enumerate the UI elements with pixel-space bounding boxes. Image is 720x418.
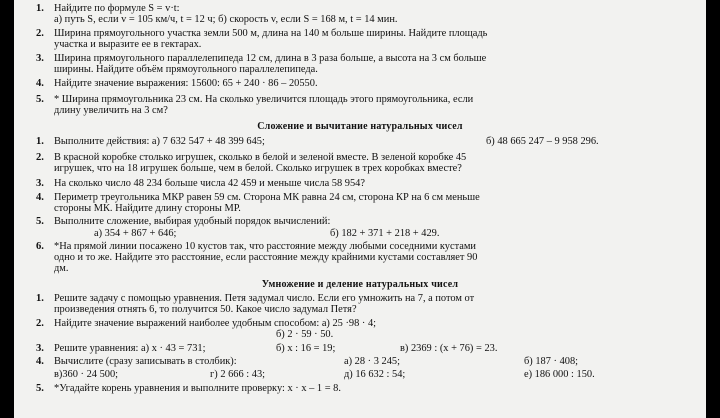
item-number: 1.	[36, 293, 44, 304]
item-number: 3.	[36, 178, 44, 189]
item-text: а) 28 · 3 245;	[344, 356, 400, 367]
item-text: б) 2 · 59 · 50.	[276, 329, 334, 340]
item-number: 3.	[36, 53, 44, 64]
item-text: Выполните действия: а) 7 632 547 + 48 399 645;	[54, 136, 265, 147]
item-number: 1.	[36, 3, 44, 14]
worksheet-page	[14, 0, 706, 418]
item-number: 4.	[36, 192, 44, 203]
item-text: длину увеличить на 3 см?	[54, 105, 168, 116]
item-number: 2.	[36, 28, 44, 39]
item-number: 6.	[36, 241, 44, 252]
item-text: Периметр треугольника МКР равен 59 см. Сторона МК равна 24 см, сторона КР на 6 см меньше	[54, 192, 480, 203]
item-number: 5.	[36, 94, 44, 105]
item-text: е) 186 000 : 150.	[524, 369, 595, 380]
item-number: 5.	[36, 216, 44, 227]
section-heading: Сложение и вычитание натуральных чисел	[257, 121, 463, 132]
item-text: б) x : 16 = 19;	[276, 343, 336, 354]
item-text: а) 354 + 867 + 646;	[94, 228, 177, 239]
item-text: ширины. Найдите объём прямоугольного параллелепипеда.	[54, 64, 318, 75]
item-number: 1.	[36, 136, 44, 147]
item-text: а) путь S, если v = 105 км/ч, t = 12 ч; б) скорость v, если S = 168 м, t = 14 мин.	[54, 14, 398, 25]
item-text: На сколько число 48 234 больше числа 42 459 и меньше числа 58 954?	[54, 178, 365, 189]
section-heading: Умножение и деление натуральных чисел	[261, 279, 459, 290]
item-text: участка и выразите ее в гектарах.	[54, 39, 202, 50]
item-text: одно и то же. Найдите это расстояние, если расстояние между крайними кустами составляет 90	[54, 252, 478, 263]
item-number: 4.	[36, 356, 44, 367]
item-text: г) 2 666 : 43;	[210, 369, 266, 380]
item-text: Выполните сложение, выбирая удобный порядок вычислений:	[54, 216, 331, 227]
item-text: Вычислите (сразу записывать в столбик):	[54, 356, 237, 367]
item-text: произведения отнять 6, то получится 50. Какое число задумал Петя?	[54, 304, 357, 315]
item-number: 4.	[36, 78, 44, 89]
item-text: * Ширина прямоугольника 23 см. На сколько увеличится площадь этого прямоугольника, если	[54, 94, 474, 105]
item-text: в)360 · 24 500;	[54, 369, 119, 380]
item-number: 2.	[36, 152, 44, 163]
item-text: б) 187 · 408;	[524, 356, 579, 367]
item-text: в) 2369 : (x + 76) = 23.	[400, 343, 498, 354]
item-text: В красной коробке столько игрушек, сколько в белой и зеленой вместе. В зеленой коробке 45	[54, 152, 467, 163]
item-text: б) 48 665 247 – 9 958 296.	[486, 136, 599, 147]
item-number: 2.	[36, 318, 44, 329]
item-text: стороны МК. Найдите длину стороны МР.	[54, 203, 241, 214]
item-text: Решите задачу с помощью уравнения. Петя задумал число. Если его умножить на 7, а потом от	[54, 293, 475, 304]
item-text: *На прямой линии посажено 10 кустов так, что расстояние между любыми соседними кустами	[54, 241, 476, 252]
item-text: дм.	[54, 263, 69, 274]
item-text: Решите уравнения: а) x · 43 = 731;	[54, 343, 206, 354]
item-text: Ширина прямоугольного параллелепипеда 12 см, длина в 3 раза больше, а высота на 3 см больше	[54, 53, 487, 64]
item-text: Ширина прямоугольного участка земли 500 м, длина на 140 м больше ширины. Найдите площадь	[54, 28, 488, 39]
item-text: д) 16 632 : 54;	[344, 369, 406, 380]
item-text: *Угадайте корень уравнения и выполните проверку: x · x – 1 = 8.	[54, 383, 341, 394]
item-text: б) 182 + 371 + 218 + 429.	[330, 228, 440, 239]
item-text: Найдите по формуле S = v·t:	[54, 3, 180, 14]
item-number: 3.	[36, 343, 44, 354]
item-text: Найдите значение выражений наиболее удобным способом: а) 25 ·98 · 4;	[54, 318, 377, 329]
item-number: 5.	[36, 383, 44, 394]
item-text: Найдите значение выражения: 15600: 65 + 240 · 86 – 20550.	[54, 78, 318, 89]
item-text: игрушек, что на 18 игрушек больше, чем в белой. Сколько игрушек в трех коробках вместе?	[54, 163, 462, 174]
